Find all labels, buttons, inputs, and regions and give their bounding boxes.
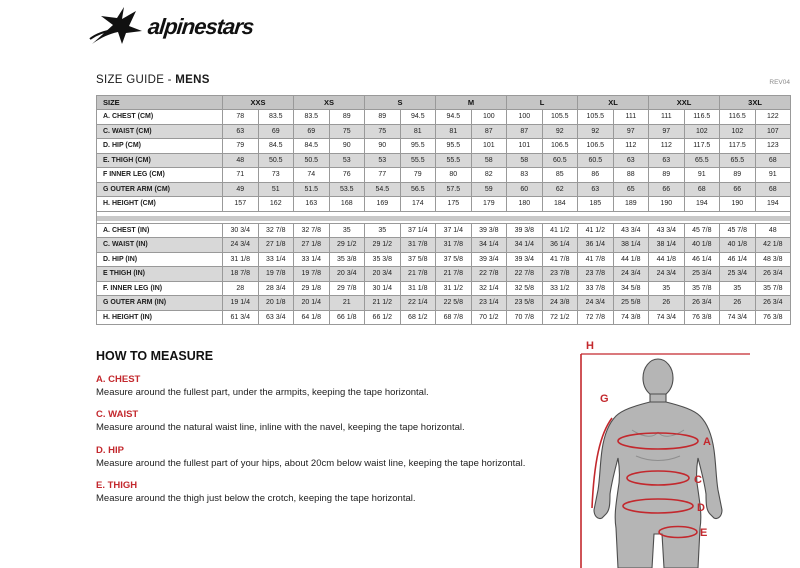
- row-label: G OUTER ARM (IN): [97, 296, 223, 311]
- table-row: [97, 223, 791, 238]
- size-value-cell: 107: [755, 124, 791, 139]
- size-value-cell: 21 7/8: [400, 267, 436, 282]
- size-value-cell: 21 7/8: [436, 267, 472, 282]
- size-value-cell: 179: [471, 197, 507, 212]
- measure-label-thigh: E. THIGH: [96, 480, 138, 492]
- size-value-cell: 174: [400, 197, 436, 212]
- size-value-cell: 29 1/8: [294, 281, 330, 296]
- measure-label-waist: C. WAIST: [96, 409, 139, 421]
- size-value-cell: 48: [223, 153, 259, 168]
- size-value-cell: 34 1/4: [471, 238, 507, 253]
- size-value-cell: 87: [471, 124, 507, 139]
- size-value-cell: 74: [294, 168, 330, 183]
- size-value-cell: 185: [578, 197, 614, 212]
- size-value-cell: 112: [649, 139, 685, 154]
- size-value-cell: 24 3/4: [578, 296, 614, 311]
- table-row: [97, 110, 791, 125]
- size-value-cell: 40 1/8: [720, 238, 756, 253]
- size-value-cell: 84.5: [258, 139, 294, 154]
- size-value-cell: 45 7/8: [684, 223, 720, 238]
- size-column-header: SIZE: [97, 96, 223, 110]
- size-value-cell: 111: [613, 110, 649, 125]
- size-value-cell: 39 3/8: [507, 223, 543, 238]
- row-label: H. HEIGHT (IN): [97, 310, 223, 325]
- size-value-cell: 26 3/4: [755, 267, 791, 282]
- size-value-cell: 106.5: [542, 139, 578, 154]
- size-value-cell: 102: [684, 124, 720, 139]
- size-value-cell: 48 3/8: [755, 252, 791, 267]
- size-value-cell: 75: [329, 124, 365, 139]
- measure-text-waist: Measure around the natural waist line, inline with the navel, keeping the tape horizontal.: [96, 422, 465, 434]
- size-value-cell: 79: [223, 139, 259, 154]
- row-label: D. HIP (CM): [97, 139, 223, 154]
- size-value-cell: 51.5: [294, 182, 330, 197]
- logo-wordmark: alpinestars: [146, 14, 255, 39]
- size-value-cell: 168: [329, 197, 365, 212]
- size-value-cell: 40 1/8: [684, 238, 720, 253]
- size-value-cell: 31 1/2: [436, 281, 472, 296]
- measure-section-hip: [96, 445, 566, 469]
- size-table-body: [97, 110, 791, 325]
- size-value-cell: 30 1/4: [365, 281, 401, 296]
- size-value-cell: 86: [578, 168, 614, 183]
- size-value-cell: 89: [649, 168, 685, 183]
- size-value-cell: 63: [613, 153, 649, 168]
- diagram-label-height: H: [586, 340, 594, 352]
- size-value-cell: 63: [578, 182, 614, 197]
- table-row: [97, 153, 791, 168]
- size-value-cell: 70 1/2: [471, 310, 507, 325]
- size-value-cell: 22 1/4: [400, 296, 436, 311]
- measure-text-chest: Measure around the fullest part, under the armpits, keeping the tape horizontal.: [96, 387, 429, 398]
- size-value-cell: 80: [436, 168, 472, 183]
- row-label: F. INNER LEG (IN): [97, 281, 223, 296]
- size-value-cell: 35 7/8: [755, 281, 791, 296]
- size-value-cell: 65.5: [720, 153, 756, 168]
- size-value-cell: 72 7/8: [578, 310, 614, 325]
- size-value-cell: 77: [365, 168, 401, 183]
- size-value-cell: 68 7/8: [436, 310, 472, 325]
- size-value-cell: 76 3/8: [684, 310, 720, 325]
- size-value-cell: 35: [649, 281, 685, 296]
- title-row: [96, 74, 790, 86]
- size-value-cell: 23 1/4: [471, 296, 507, 311]
- row-label: D. HIP (IN): [97, 252, 223, 267]
- size-value-cell: 60.5: [542, 153, 578, 168]
- size-value-cell: 23 7/8: [578, 267, 614, 282]
- row-label: C. WAIST (IN): [97, 238, 223, 253]
- size-value-cell: 37 5/8: [400, 252, 436, 267]
- row-label: A. CHEST (CM): [97, 110, 223, 125]
- row-label: E THIGH (IN): [97, 267, 223, 282]
- size-value-cell: 75: [365, 124, 401, 139]
- size-value-cell: 66: [720, 182, 756, 197]
- size-value-cell: 33 1/4: [258, 252, 294, 267]
- size-value-cell: 100: [471, 110, 507, 125]
- size-value-cell: 76 3/8: [755, 310, 791, 325]
- size-value-cell: 61 3/4: [223, 310, 259, 325]
- size-column-header: XS: [294, 96, 365, 110]
- size-value-cell: 105.5: [578, 110, 614, 125]
- size-value-cell: 37 1/4: [436, 223, 472, 238]
- page-title: [96, 74, 210, 86]
- size-value-cell: 45 7/8: [720, 223, 756, 238]
- table-row: [97, 168, 791, 183]
- size-value-cell: 26: [720, 296, 756, 311]
- size-value-cell: 23 5/8: [507, 296, 543, 311]
- size-value-cell: 32 1/4: [471, 281, 507, 296]
- size-value-cell: 58: [507, 153, 543, 168]
- size-value-cell: 21: [329, 296, 365, 311]
- size-value-cell: 91: [684, 168, 720, 183]
- size-value-cell: 64 1/8: [294, 310, 330, 325]
- size-value-cell: 25 5/8: [613, 296, 649, 311]
- size-value-cell: 190: [649, 197, 685, 212]
- body-measurement-diagram: [566, 338, 766, 539]
- page-title-prefix: SIZE GUIDE -: [96, 74, 176, 86]
- measure-label-hip: D. HIP: [96, 444, 124, 456]
- size-value-cell: 82: [471, 168, 507, 183]
- size-value-cell: 27 1/8: [294, 238, 330, 253]
- size-value-cell: 50.5: [258, 153, 294, 168]
- size-value-cell: 89: [329, 110, 365, 125]
- size-value-cell: 18 7/8: [223, 267, 259, 282]
- size-value-cell: 116.5: [684, 110, 720, 125]
- size-value-cell: 31 7/8: [400, 238, 436, 253]
- size-value-cell: 70 7/8: [507, 310, 543, 325]
- size-value-cell: 32 7/8: [258, 223, 294, 238]
- size-value-cell: 112: [613, 139, 649, 154]
- size-value-cell: 169: [365, 197, 401, 212]
- size-value-cell: 35 7/8: [684, 281, 720, 296]
- size-value-cell: 44 1/8: [649, 252, 685, 267]
- size-table: [96, 95, 791, 325]
- how-to-measure-heading: HOW TO MEASURE: [96, 349, 214, 363]
- size-value-cell: 194: [684, 197, 720, 212]
- size-value-cell: 194: [755, 197, 791, 212]
- size-value-cell: 25 3/4: [720, 267, 756, 282]
- size-value-cell: 24 3/4: [613, 267, 649, 282]
- size-value-cell: 34 1/4: [507, 238, 543, 253]
- size-value-cell: 117.5: [720, 139, 756, 154]
- size-value-cell: 73: [258, 168, 294, 183]
- size-value-cell: 29 7/8: [329, 281, 365, 296]
- size-value-cell: 78: [223, 110, 259, 125]
- size-value-cell: 41 1/2: [542, 223, 578, 238]
- size-value-cell: 81: [436, 124, 472, 139]
- unit-separator-band: [97, 216, 790, 221]
- size-value-cell: 163: [294, 197, 330, 212]
- size-value-cell: 20 3/4: [365, 267, 401, 282]
- size-column-header: XXL: [649, 96, 720, 110]
- size-value-cell: 42 1/8: [755, 238, 791, 253]
- measure-section-waist: [96, 409, 566, 433]
- size-value-cell: 83: [507, 168, 543, 183]
- size-value-cell: 33 7/8: [578, 281, 614, 296]
- size-column-header: 3XL: [720, 96, 791, 110]
- size-value-cell: 28 3/4: [258, 281, 294, 296]
- size-value-cell: 35 3/8: [329, 252, 365, 267]
- size-value-cell: 68: [684, 182, 720, 197]
- size-value-cell: 69: [294, 124, 330, 139]
- size-value-cell: 26: [649, 296, 685, 311]
- alpinestars-star-icon: [88, 6, 146, 48]
- size-column-header: XL: [578, 96, 649, 110]
- size-value-cell: 54.5: [365, 182, 401, 197]
- table-row: [97, 139, 791, 154]
- table-row: [97, 182, 791, 197]
- size-value-cell: 35: [720, 281, 756, 296]
- size-value-cell: 94.5: [436, 110, 472, 125]
- size-value-cell: 32 5/8: [507, 281, 543, 296]
- unit-separator-row: [97, 211, 791, 223]
- size-value-cell: 89: [365, 110, 401, 125]
- size-value-cell: 117.5: [684, 139, 720, 154]
- size-value-cell: 101: [471, 139, 507, 154]
- size-value-cell: 89: [720, 168, 756, 183]
- size-value-cell: 23 7/8: [542, 267, 578, 282]
- size-value-cell: 20 1/4: [294, 296, 330, 311]
- size-value-cell: 38 1/4: [649, 238, 685, 253]
- size-value-cell: 184: [542, 197, 578, 212]
- size-value-cell: 189: [613, 197, 649, 212]
- table-row: [97, 238, 791, 253]
- row-label: F INNER LEG (CM): [97, 168, 223, 183]
- size-value-cell: 63: [649, 153, 685, 168]
- size-value-cell: 26 3/4: [755, 296, 791, 311]
- size-value-cell: 33 1/4: [294, 252, 330, 267]
- size-value-cell: 95.5: [436, 139, 472, 154]
- size-value-cell: 53: [329, 153, 365, 168]
- size-value-cell: 105.5: [542, 110, 578, 125]
- size-column-header: XXS: [223, 96, 294, 110]
- size-value-cell: 46 1/4: [684, 252, 720, 267]
- size-value-cell: 53.5: [329, 182, 365, 197]
- size-value-cell: 68 1/2: [400, 310, 436, 325]
- size-value-cell: 26 3/4: [684, 296, 720, 311]
- size-value-cell: 24 3/4: [649, 267, 685, 282]
- size-value-cell: 76: [329, 168, 365, 183]
- size-value-cell: 66 1/2: [365, 310, 401, 325]
- size-value-cell: 69: [258, 124, 294, 139]
- size-table-wrap: [96, 95, 791, 325]
- size-value-cell: 87: [507, 124, 543, 139]
- size-value-cell: 43 3/4: [649, 223, 685, 238]
- size-value-cell: 19 7/8: [294, 267, 330, 282]
- size-value-cell: 22 5/8: [436, 296, 472, 311]
- size-value-cell: 63 3/4: [258, 310, 294, 325]
- measure-section-thigh: [96, 480, 566, 504]
- size-value-cell: 34 5/8: [613, 281, 649, 296]
- size-value-cell: 35 3/8: [365, 252, 401, 267]
- size-value-cell: 102: [720, 124, 756, 139]
- size-value-cell: 51: [258, 182, 294, 197]
- size-value-cell: 65: [613, 182, 649, 197]
- size-value-cell: 37 1/4: [400, 223, 436, 238]
- size-value-cell: 74 3/8: [613, 310, 649, 325]
- measure-label-chest: A. CHEST: [96, 374, 141, 385]
- size-value-cell: 20 3/4: [329, 267, 365, 282]
- size-value-cell: 22 7/8: [471, 267, 507, 282]
- size-value-cell: 83.5: [258, 110, 294, 125]
- size-value-cell: 74 3/4: [649, 310, 685, 325]
- row-label: G OUTER ARM (CM): [97, 182, 223, 197]
- size-value-cell: 28: [223, 281, 259, 296]
- size-value-cell: 27 1/8: [258, 238, 294, 253]
- size-value-cell: 55.5: [400, 153, 436, 168]
- size-value-cell: 162: [258, 197, 294, 212]
- size-table-head-row: [97, 96, 791, 110]
- size-value-cell: 36 1/4: [542, 238, 578, 253]
- size-value-cell: 41 7/8: [542, 252, 578, 267]
- diagram-label-waist: C: [694, 474, 702, 486]
- size-value-cell: 79: [400, 168, 436, 183]
- diagram-label-hip: D: [697, 502, 705, 514]
- size-value-cell: 100: [507, 110, 543, 125]
- size-value-cell: 39 3/8: [471, 223, 507, 238]
- size-value-cell: 116.5: [720, 110, 756, 125]
- size-value-cell: 90: [365, 139, 401, 154]
- size-value-cell: 97: [649, 124, 685, 139]
- row-label: A. CHEST (IN): [97, 223, 223, 238]
- row-label: H. HEIGHT (CM): [97, 197, 223, 212]
- size-value-cell: 48: [755, 223, 791, 238]
- size-value-cell: 31 1/8: [400, 281, 436, 296]
- size-value-cell: 63: [223, 124, 259, 139]
- revision-label: REV04: [769, 79, 790, 86]
- size-value-cell: 22 7/8: [507, 267, 543, 282]
- row-label: E. THIGH (CM): [97, 153, 223, 168]
- measure-section-chest: [96, 374, 566, 398]
- size-value-cell: 101: [507, 139, 543, 154]
- size-value-cell: 36 1/4: [578, 238, 614, 253]
- size-value-cell: 66 1/8: [329, 310, 365, 325]
- size-value-cell: 24 3/4: [223, 238, 259, 253]
- size-value-cell: 46 1/4: [720, 252, 756, 267]
- size-value-cell: 19 1/4: [223, 296, 259, 311]
- size-value-cell: 88: [613, 168, 649, 183]
- size-value-cell: 59: [471, 182, 507, 197]
- table-row: [97, 124, 791, 139]
- size-value-cell: 41 1/2: [578, 223, 614, 238]
- size-value-cell: 81: [400, 124, 436, 139]
- table-row: [97, 281, 791, 296]
- size-value-cell: 21 1/2: [365, 296, 401, 311]
- size-value-cell: 92: [578, 124, 614, 139]
- size-column-header: S: [365, 96, 436, 110]
- size-value-cell: 60: [507, 182, 543, 197]
- size-value-cell: 31 1/8: [223, 252, 259, 267]
- table-row: [97, 252, 791, 267]
- size-value-cell: 29 1/2: [329, 238, 365, 253]
- size-value-cell: 31 7/8: [436, 238, 472, 253]
- size-value-cell: 68: [755, 182, 791, 197]
- body-figure-illustration: [566, 338, 766, 568]
- page-title-gender: MENS: [175, 74, 210, 86]
- size-value-cell: 57.5: [436, 182, 472, 197]
- size-value-cell: 25 3/4: [684, 267, 720, 282]
- diagram-label-outer-arm: G: [600, 393, 609, 405]
- size-value-cell: 55.5: [436, 153, 472, 168]
- table-row: [97, 197, 791, 212]
- measure-text-hip: Measure around the fullest part of your hips, about 20cm below waist line, keeping the tape horizontal.: [96, 457, 526, 469]
- size-value-cell: 92: [542, 124, 578, 139]
- size-value-cell: 62: [542, 182, 578, 197]
- size-value-cell: 43 3/4: [613, 223, 649, 238]
- alpinestars-logo: [88, 6, 253, 48]
- size-value-cell: 33 1/2: [542, 281, 578, 296]
- size-value-cell: 72 1/2: [542, 310, 578, 325]
- size-value-cell: 123: [755, 139, 791, 154]
- size-value-cell: 91: [755, 168, 791, 183]
- size-value-cell: 24 3/8: [542, 296, 578, 311]
- size-value-cell: 175: [436, 197, 472, 212]
- size-value-cell: 68: [755, 153, 791, 168]
- size-column-header: M: [436, 96, 507, 110]
- size-value-cell: 60.5: [578, 153, 614, 168]
- size-value-cell: 56.5: [400, 182, 436, 197]
- size-value-cell: 44 1/8: [613, 252, 649, 267]
- size-value-cell: 39 3/4: [507, 252, 543, 267]
- size-column-header: L: [507, 96, 578, 110]
- size-value-cell: 111: [649, 110, 685, 125]
- size-value-cell: 35: [329, 223, 365, 238]
- how-to-measure: [96, 349, 566, 505]
- size-value-cell: 53: [365, 153, 401, 168]
- size-value-cell: 35: [365, 223, 401, 238]
- size-value-cell: 84.5: [294, 139, 330, 154]
- size-value-cell: 66: [649, 182, 685, 197]
- measure-text-thigh: Measure around the thigh just below the crotch, keeping the tape horizontal.: [96, 493, 416, 505]
- size-value-cell: 58: [471, 153, 507, 168]
- size-value-cell: 29 1/2: [365, 238, 401, 253]
- size-value-cell: 65.5: [684, 153, 720, 168]
- row-label: C. WAIST (CM): [97, 124, 223, 139]
- size-value-cell: 41 7/8: [578, 252, 614, 267]
- table-row: [97, 310, 791, 325]
- diagram-label-chest: A: [703, 436, 711, 448]
- size-value-cell: 95.5: [400, 139, 436, 154]
- size-value-cell: 180: [507, 197, 543, 212]
- size-value-cell: 49: [223, 182, 259, 197]
- table-row: [97, 267, 791, 282]
- size-value-cell: 94.5: [400, 110, 436, 125]
- size-value-cell: 83.5: [294, 110, 330, 125]
- size-value-cell: 30 3/4: [223, 223, 259, 238]
- size-value-cell: 71: [223, 168, 259, 183]
- size-value-cell: 157: [223, 197, 259, 212]
- size-value-cell: 190: [720, 197, 756, 212]
- size-value-cell: 50.5: [294, 153, 330, 168]
- size-value-cell: 106.5: [578, 139, 614, 154]
- size-value-cell: 97: [613, 124, 649, 139]
- size-value-cell: 37 5/8: [436, 252, 472, 267]
- size-value-cell: 32 7/8: [294, 223, 330, 238]
- size-value-cell: 90: [329, 139, 365, 154]
- size-value-cell: 38 1/4: [613, 238, 649, 253]
- size-value-cell: 39 3/4: [471, 252, 507, 267]
- size-value-cell: 74 3/4: [720, 310, 756, 325]
- size-value-cell: 20 1/8: [258, 296, 294, 311]
- size-value-cell: 85: [542, 168, 578, 183]
- size-value-cell: 19 7/8: [258, 267, 294, 282]
- size-value-cell: 122: [755, 110, 791, 125]
- table-row: [97, 296, 791, 311]
- diagram-label-thigh: E: [700, 527, 708, 539]
